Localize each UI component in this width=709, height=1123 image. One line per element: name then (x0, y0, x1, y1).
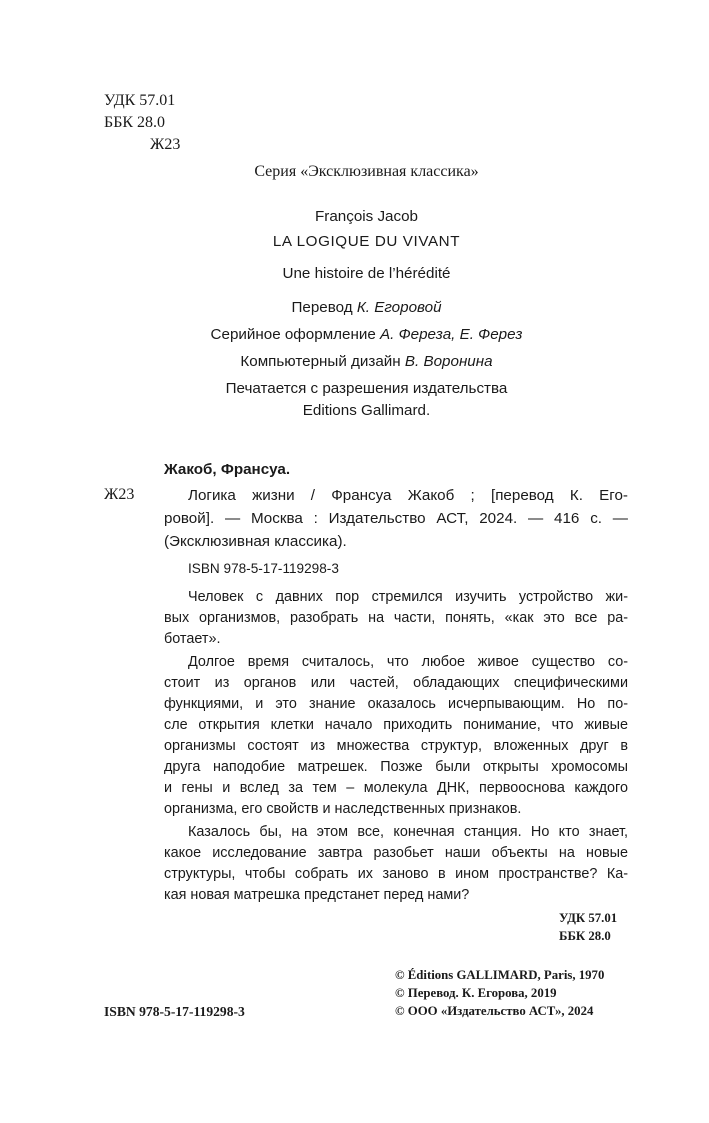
credit-series-design (12, 326, 709, 343)
annotation-line: Долгое время считалось, что любое живое существо со- (188, 654, 628, 670)
series-title: Серия «Эксклюзивная классика» (254, 163, 479, 180)
udk-code-bottom: УДК 57.01 (559, 911, 618, 925)
copyright-line: © Перевод. К. Егорова, 2019 (395, 986, 557, 1000)
credit-label: Компьютерный дизайн (240, 353, 401, 370)
catalog-description-line: ровой]. — Москва : Издательство АСТ, 2024. — 416 с. — (164, 510, 628, 527)
annotation-line: кая новая матрешка предстанет перед нами? (164, 887, 470, 903)
annotation-line: организмы состоят из множества структур, вложенных друг в (164, 738, 628, 754)
annotation-line: стоит из органов или частей, обладающих специфическими (164, 675, 628, 691)
annotation-line: структуры, чтобы собрать их заново в ином пространстве? Ка- (164, 866, 628, 882)
footer-isbn: ISBN 978-5-17-119298-3 (104, 1004, 245, 1019)
credit-name: К. Егоровой (356, 299, 442, 316)
copyright-line: © Éditions GALLIMARD, Paris, 1970 (395, 968, 605, 982)
credit-translation (12, 299, 709, 316)
original-subtitle: Une histoire de l’hérédité (282, 265, 451, 282)
catalog-isbn: ISBN 978-5-17-119298-3 (188, 561, 339, 576)
bbk-code-bottom: ББК 28.0 (559, 929, 611, 943)
credit-name: А. Фереза, Е. Ферез (380, 326, 523, 343)
catalog-description-line: (Эксклюзивная классика). (164, 533, 347, 550)
author-mark: Ж23 (150, 136, 181, 153)
annotation-line: и гены и вслед за тем – молекула ДНК, первооснова каждого (164, 780, 628, 796)
annotation-line: какое исследование завтра разобьет наши объекты на новые (164, 845, 628, 861)
credit-label: Серийное оформление (210, 326, 376, 343)
udk-code: УДК 57.01 (104, 92, 176, 109)
copyright-line: © ООО «Издательство АСТ», 2024 (395, 1004, 594, 1018)
annotation-line: сле открытия клетки начало приходить понимание, что живые (164, 717, 628, 733)
original-author: François Jacob (315, 208, 418, 225)
catalog-description-line: Логика жизни / Франсуа Жакоб ; [перевод К. Его- (188, 487, 628, 504)
annotation-line: ботает». (164, 631, 221, 647)
permission-line-2: Editions Gallimard. (302, 402, 431, 419)
bbk-code: ББК 28.0 (104, 114, 166, 131)
credit-computer-design (12, 353, 709, 370)
permission-line-1: Печатается с разрешения издательства (225, 380, 508, 397)
credit-name: В. Воронина (404, 353, 493, 370)
annotation-line: организма, его свойств и наследственных признаков. (164, 801, 522, 817)
original-title: LA LOGIQUE DU VIVANT (272, 233, 461, 250)
annotation-line: Человек с давних пор стремился изучить устройство жи- (188, 589, 628, 605)
annotation-line: функциями, и это знание оказалось исчерпывающим. Но по- (164, 696, 628, 712)
credit-label: Перевод (291, 299, 353, 316)
annotation-line: вых организмов, разобрать на части, понять, «как это все ра- (164, 610, 628, 626)
annotation-line: друга наподобие матрешек. Позже были открыты хромосомы (164, 759, 628, 775)
annotation-line: Казалось бы, на этом все, конечная станция. Но кто знает, (188, 824, 628, 840)
catalog-author-heading: Жакоб, Франсуа. (164, 461, 291, 478)
catalog-mark: Ж23 (104, 486, 135, 503)
